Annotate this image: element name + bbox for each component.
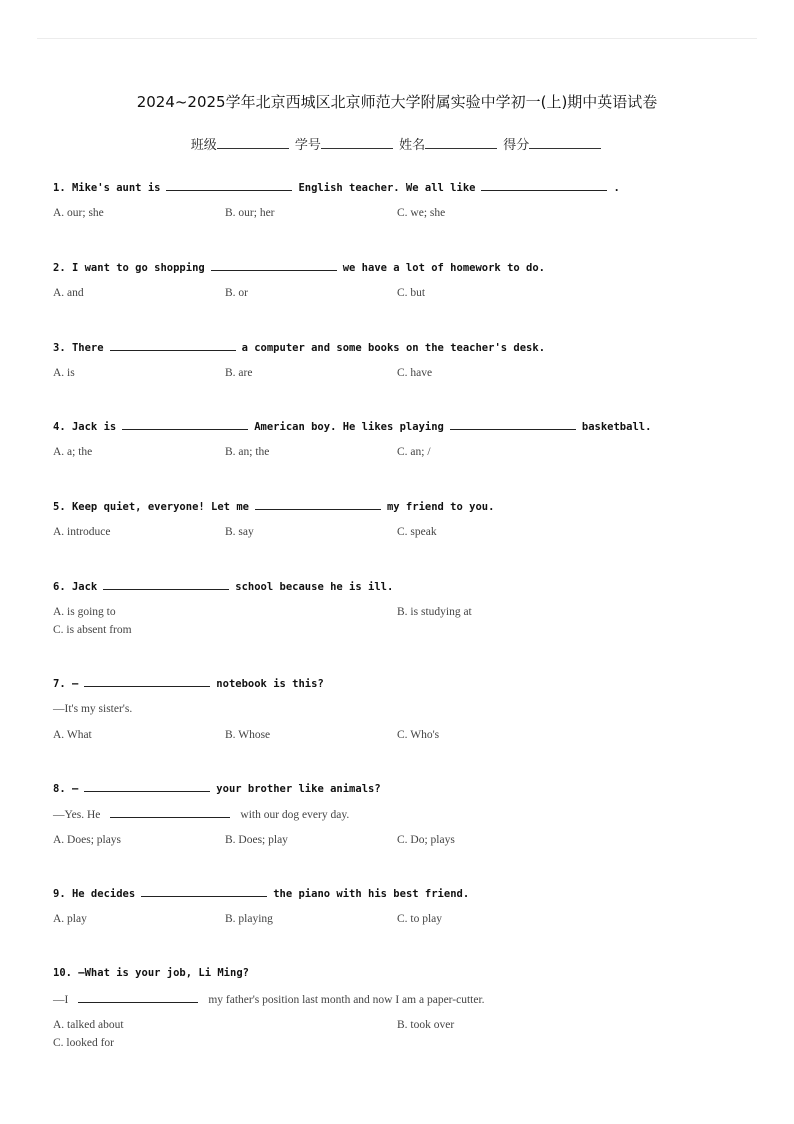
option-b[interactable]: B. say [225, 526, 254, 538]
option-b[interactable]: B. our; her [225, 207, 275, 219]
answer-blank[interactable] [110, 807, 230, 818]
class-field: 班级 [191, 134, 291, 153]
score-blank[interactable] [529, 136, 601, 149]
option-b[interactable]: B. are [225, 367, 253, 379]
options-row [53, 286, 753, 300]
student-info-row [0, 134, 794, 153]
option-b[interactable]: B. or [225, 287, 248, 299]
question-1 [53, 180, 753, 220]
option-b[interactable]: B. is studying at [397, 606, 472, 618]
answer-blank[interactable] [122, 419, 248, 430]
question-stem: 6. Jack school because he is ill. [53, 581, 394, 593]
option-a[interactable]: A. is [53, 367, 75, 379]
dialogue-line: —I my father's position last month and now I am a paper-cutter. [53, 994, 485, 1006]
option-c[interactable]: C. but [397, 287, 426, 299]
question-stem: 1. Mike's aunt is English teacher. We all like . [53, 182, 620, 194]
option-c[interactable]: C. Who's [397, 729, 440, 741]
question-stem: 7. — notebook is this? [53, 678, 324, 690]
options-row [53, 366, 753, 380]
options-row [53, 445, 753, 459]
name-blank[interactable] [425, 136, 497, 149]
question-4 [53, 419, 753, 459]
question-10 [53, 966, 753, 1050]
question-stem: 3. There a computer and some books on the teacher's desk. [53, 342, 546, 354]
option-c[interactable]: C. is absent from [53, 624, 132, 636]
option-b[interactable]: B. an; the [225, 446, 270, 458]
question-stem: 5. Keep quiet, everyone! Let me my friend to you. [53, 501, 495, 513]
answer-blank[interactable] [166, 180, 292, 191]
answer-blank[interactable] [103, 579, 229, 590]
student-id-field: 学号 [295, 134, 395, 153]
answer-blank[interactable] [211, 260, 337, 271]
options-row [53, 1018, 753, 1050]
option-c[interactable]: C. an; / [397, 446, 431, 458]
question-9 [53, 886, 753, 926]
options-row [53, 206, 753, 220]
option-b[interactable]: B. playing [225, 913, 273, 925]
question-stem: 2. I want to go shopping we have a lot of homework to do. [53, 262, 546, 274]
options-row [53, 833, 753, 847]
option-c[interactable]: C. Do; plays [397, 834, 455, 846]
dialogue-line: —Yes. He with our dog every day. [53, 809, 350, 821]
answer-blank[interactable] [110, 340, 236, 351]
dialogue-line: —It's my sister's. [53, 703, 133, 715]
answer-blank[interactable] [141, 886, 267, 897]
option-c[interactable]: C. have [397, 367, 433, 379]
option-c[interactable]: C. we; she [397, 207, 446, 219]
exam-title: 2024~2025学年北京西城区北京师范大学附属实验中学初一(上)期中英语试卷 [136, 93, 658, 111]
question-7 [53, 676, 753, 742]
answer-blank[interactable] [255, 499, 381, 510]
option-c[interactable]: C. looked for [53, 1037, 115, 1049]
question-stem: 10. —What is your job, Li Ming? [53, 967, 249, 979]
answer-blank[interactable] [84, 781, 210, 792]
question-stem: 4. Jack is American boy. He likes playing basketball. [53, 421, 652, 433]
option-c[interactable]: C. to play [397, 913, 443, 925]
name-field: 姓名 [399, 134, 499, 153]
option-a[interactable]: A. and [53, 287, 84, 299]
student-id-blank[interactable] [321, 136, 393, 149]
score-field: 得分 [503, 134, 603, 153]
option-c[interactable]: C. speak [397, 526, 437, 538]
option-b[interactable]: B. Does; play [225, 834, 288, 846]
option-b[interactable]: B. took over [397, 1019, 455, 1031]
option-a[interactable]: A. talked about [53, 1019, 124, 1031]
options-row [53, 912, 753, 926]
question-stem: 9. He decides the piano with his best friend. [53, 888, 470, 900]
question-3 [53, 340, 753, 380]
option-a[interactable]: A. What [53, 729, 92, 741]
top-divider [37, 38, 757, 39]
question-8 [53, 781, 753, 847]
option-a[interactable]: A. introduce [53, 526, 111, 538]
question-stem: 8. — your brother like animals? [53, 783, 381, 795]
options-row [53, 728, 753, 742]
answer-blank[interactable] [78, 992, 198, 1003]
answer-blank[interactable] [84, 676, 210, 687]
answer-blank[interactable] [481, 180, 607, 191]
option-a[interactable]: A. play [53, 913, 87, 925]
question-6 [53, 579, 753, 637]
options-row [53, 605, 753, 637]
question-5 [53, 499, 753, 539]
option-a[interactable]: A. Does; plays [53, 834, 122, 846]
option-a[interactable]: A. our; she [53, 207, 104, 219]
answer-blank[interactable] [450, 419, 576, 430]
option-a[interactable]: A. is going to [53, 606, 116, 618]
option-a[interactable]: A. a; the [53, 446, 93, 458]
options-row [53, 525, 753, 539]
class-blank[interactable] [217, 136, 289, 149]
question-2 [53, 260, 753, 300]
option-b[interactable]: B. Whose [225, 729, 271, 741]
